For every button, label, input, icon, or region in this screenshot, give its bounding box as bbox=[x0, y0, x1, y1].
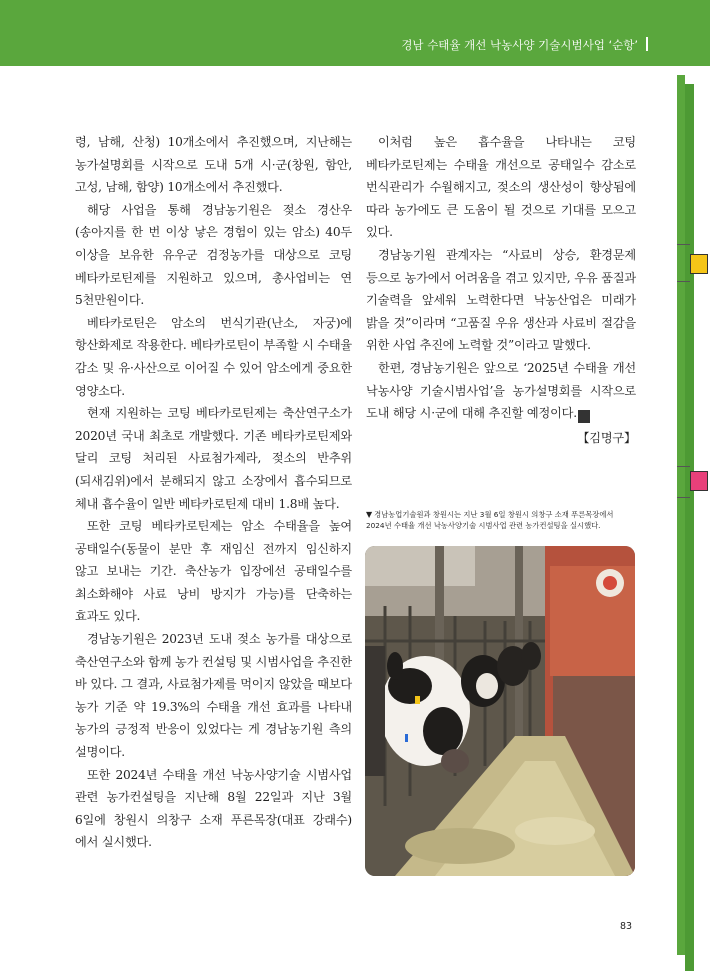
header-band bbox=[0, 0, 710, 66]
author-byline: 【김명구】 bbox=[577, 430, 636, 445]
tab-guide-line bbox=[677, 244, 690, 245]
paragraph-text: 한편, 경남농기원은 앞으로 ‘2025년 수태율 개선 낙농사양 기술시범사업’을 농가설명회를 시작으로 도내 해당 시·군에 대해 추진할 예정이다. bbox=[366, 360, 636, 421]
article-right-column bbox=[366, 131, 636, 449]
caption-marker-icon: ▼ bbox=[366, 510, 373, 519]
page-edge bbox=[668, 66, 677, 971]
paragraph: 또한 2024년 수태율 개선 낙농사양기술 시범사업 관련 농가컨설팅을 지난해 8월 22일과 지난 3월 6일에 창원시 의창구 소재 푸른목장(대표 강래수)에서 실시했다. bbox=[75, 767, 352, 850]
tab-guide-line bbox=[677, 281, 690, 282]
section-tab-yellow[interactable] bbox=[690, 254, 708, 274]
page-edge-green-dark bbox=[685, 84, 694, 971]
tab-guide-line bbox=[677, 497, 690, 498]
paragraph: 베타카로틴은 암소의 번식기관(난소, 자궁)에 항산화제로 작용한다. 베타카로틴이 부족할 시 수태율 감소 및 유·사산으로 이어질 수 있어 암소에게 중요한 영양소다. bbox=[75, 315, 352, 398]
page-edge-margin bbox=[694, 96, 710, 971]
paragraph bbox=[366, 357, 636, 425]
running-header-title: 경남 수태율 개선 낙농사양 기술시범사업 ‘순항’ bbox=[401, 38, 638, 52]
paragraph: 이처럼 높은 흡수율을 나타내는 코팅 베타카로틴제는 수태율 개선으로 공태일수 감소로 번식관리가 수월해지고, 젖소의 생산성이 향상됨에 따라 농가에도 큰 도움이 될 것으로 기대를 모으고 있다. bbox=[366, 135, 636, 240]
caption-text: 경남농업기술원과 창원시는 지난 3월 6일 창원시 의창구 소재 푸른목장에서 2024년 수태율 개선 낙농사양기술 시범사업 관련 농가컨설팅을 실시했다. bbox=[366, 510, 614, 530]
paragraph: 또한 코팅 베타카로틴제는 암소 수태율을 높여 공태일수(동물이 분만 후 재임신 전까지 임신하지 않고 보내는 기간. 축산농가 입장에선 공태일수를 최소화해야 사료 낭비 방지가 가능)를 단축하는 효과도 있다. bbox=[75, 519, 352, 624]
barn-cows-photo bbox=[365, 546, 635, 876]
paragraph: 령, 남해, 산청) 10개소에서 추진했으며, 지난해는 농가설명회를 시작으로 도내 5개 시·군(창원, 함안, 고성, 남해, 함양) 10개소에서 추진했다. bbox=[75, 135, 352, 195]
photo-caption bbox=[366, 510, 636, 531]
section-tab-pink[interactable] bbox=[690, 471, 708, 491]
page-number: 83 bbox=[620, 921, 633, 932]
paragraph: 해당 사업을 통해 경남농기원은 젖소 경산우(송아지를 한 번 이상 낳은 경험이 있는 암소) 40두 이상을 보유한 유우군 검정농가를 대상으로 코팅 베타카로틴제를 지원하고 있으며, 총사업비는 연 5천만원이다. bbox=[75, 202, 352, 308]
tab-guide-line bbox=[677, 466, 690, 467]
paragraph: 경남농기원 관계자는 “사료비 상승, 환경문제 등으로 농가에서 어려움을 겪고 있지만, 우유 품질과 기술력을 앞세워 노력한다면 낙농산업은 미래가 밝을 것”이라며 “고품질 우유 생산과 사료비 절감을 위한 사업 추진에 노력할 것”이라고 말했다. bbox=[366, 247, 636, 353]
header-divider bbox=[646, 37, 648, 51]
paragraph: 현재 지원하는 코팅 베타카로틴제는 축산연구소가 2020년 국내 최초로 개발했다. 기존 베타카로틴제와 달리 코팅 처리된 사료첨가제라, 젖소의 반추위(되새김위)에서 분해되지 않고 소장에서 흡수되므로 체내 흡수율이 일반 베타카로틴제 대비 1.8배 높다. bbox=[75, 406, 352, 511]
paragraph: 경남농기원은 2023년 도내 젖소 농가를 대상으로 축산연구소와 함께 농가 컨설팅 및 시범사업을 추진한 바 있다. 그 결과, 사료첨가제를 먹이지 않았을 때보다 농가 기준 약 19.3%의 수태율 개선 효과를 나타내 농가의 긍정적 반응이 있었다는 게 경남농기원 측의 설명이다. bbox=[75, 632, 352, 760]
page-edge-green bbox=[677, 75, 685, 955]
barn-cows-illustration bbox=[365, 546, 635, 876]
end-mark-icon: D bbox=[578, 410, 590, 423]
article-left-column bbox=[75, 131, 352, 854]
